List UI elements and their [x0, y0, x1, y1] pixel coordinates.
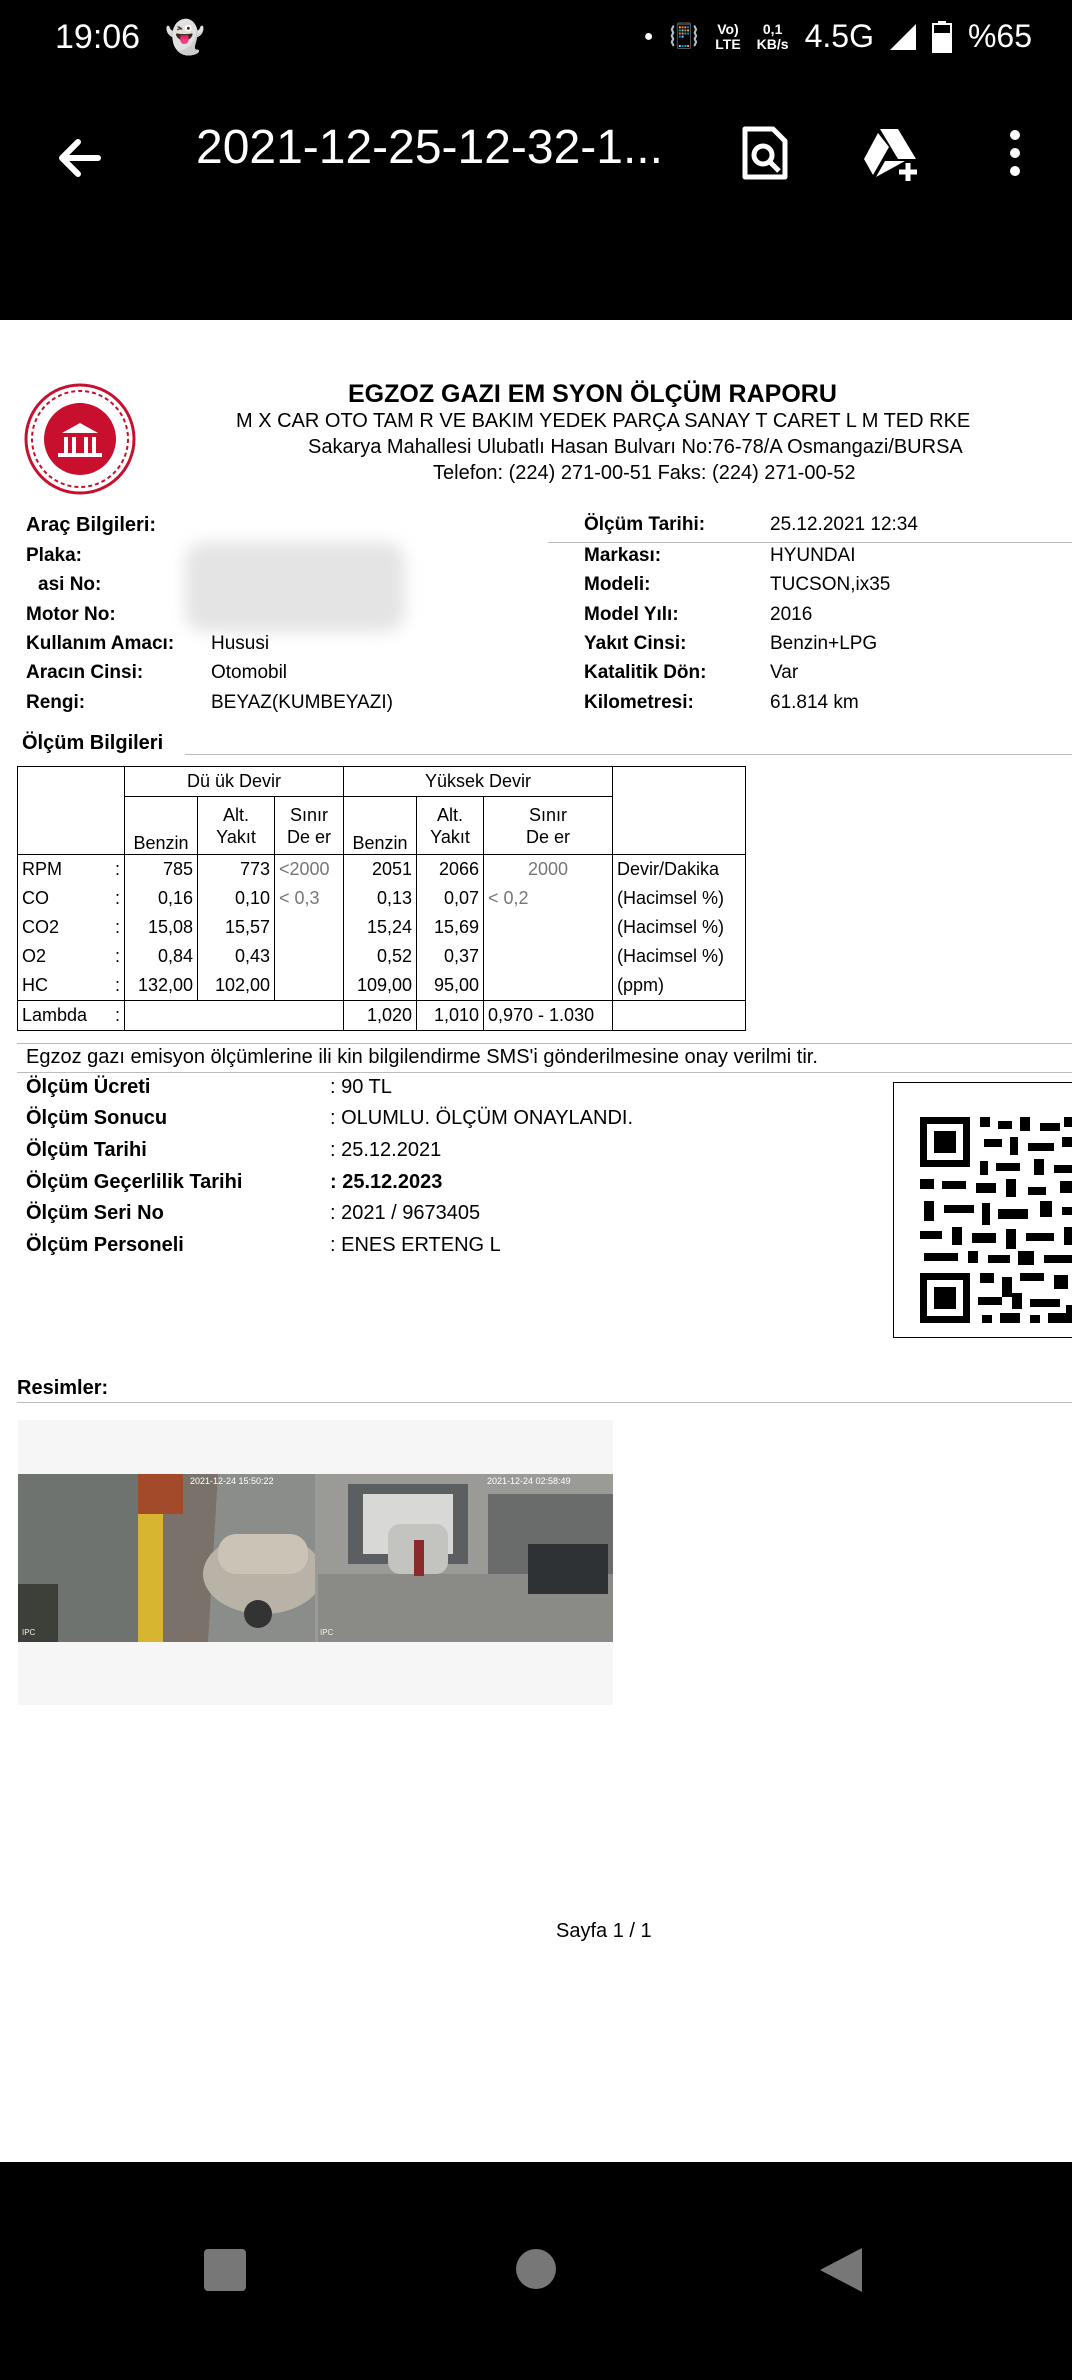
navigation-bar	[0, 2162, 1072, 2380]
fee-value: : 90 TL	[330, 1076, 392, 1098]
sms-note: Egzoz gazı emisyon ölçümlerine ili kin bilgilendirme SMS'i gönderilmesine onay verilmi tir.	[26, 1046, 818, 1068]
status-icons	[644, 18, 1032, 55]
search-document-icon[interactable]	[735, 123, 795, 183]
photo2-timestamp: 2021-12-24 02:58:49	[487, 1476, 571, 1486]
serial-value: : 2021 / 9673405	[330, 1202, 481, 1224]
back-button[interactable]	[818, 2246, 864, 2294]
measure-date-value: : 25.12.2021	[330, 1139, 442, 1161]
date-value: 25.12.2021 12:34	[770, 514, 918, 535]
company-phone: Telefon: (224) 271-00-51 Faks: (224) 271-00-52	[433, 462, 856, 484]
report-title: EGZOZ GAZI EM SYON ÖLÇÜM RAPORU	[348, 380, 837, 408]
status-time: 19:06	[55, 18, 141, 56]
type-value: Otomobil	[211, 662, 288, 683]
table-row: HC : 132,00 102,00 109,00 95,00 (ppm)	[18, 971, 746, 1001]
model-value: TUCSON,ix35	[770, 574, 891, 595]
dot-icon: ●	[643, 27, 654, 45]
date-label: Ölçüm Tarihi:	[584, 514, 706, 535]
result-value: : OLUMLU. ÖLÇÜM ONAYLANDI.	[330, 1107, 634, 1129]
battery-icon	[932, 21, 952, 53]
qr-code-frame	[893, 1082, 1072, 1338]
fuel-label: Yakıt Cinsi:	[584, 633, 687, 654]
app-bar	[0, 78, 1072, 318]
km-value: 61.814 km	[770, 692, 859, 713]
snapchat-icon: 👻	[165, 19, 205, 55]
validity-label: Ölçüm Geçerlilik Tarihi	[26, 1171, 243, 1193]
catalytic-value: Var	[770, 662, 799, 683]
recents-button[interactable]	[204, 2249, 246, 2291]
plate-label: Plaka:	[26, 545, 82, 566]
document-title: 2021-12-25-12-32-1...	[196, 121, 663, 174]
personnel-value: : ENES ERTENG L	[330, 1234, 501, 1256]
images-heading: Resimler:	[17, 1377, 109, 1399]
company-address: Sakarya Mahallesi Ulubatlı Hasan Bulvarı No:76-78/A Osmangazi/BURSA	[308, 436, 963, 458]
usage-label: Kullanım Amacı:	[26, 633, 175, 654]
color-label: Rengi:	[26, 692, 86, 713]
lambda-row: Lambda : 1,020 1,010 0,970 - 1.030	[18, 1001, 746, 1031]
page-number: Sayfa 1 / 1	[556, 1920, 652, 1942]
table-row: RPM : 785 773 <2000 2051 2066 2000 Devir/Dakika	[18, 855, 746, 885]
serial-label: Ölçüm Seri No	[26, 1202, 164, 1224]
model-label: Modeli:	[584, 574, 651, 595]
home-button[interactable]	[516, 2249, 556, 2289]
camera-photos	[18, 1474, 613, 1642]
redacted-area	[185, 542, 405, 632]
measure-heading: Ölçüm Bilgileri	[22, 732, 164, 754]
signal-icon	[890, 24, 916, 50]
catalytic-label: Katalitik Dön:	[584, 662, 707, 683]
drive-add-icon[interactable]	[862, 123, 922, 183]
km-label: Kilometresi:	[584, 692, 694, 713]
fuel-value: Benzin+LPG	[770, 633, 878, 654]
net-speed: 0,1 KB/s	[756, 20, 789, 52]
vibrate-icon: 📳	[669, 23, 700, 50]
photo1-tag: IPC	[22, 1628, 36, 1637]
pdf-page[interactable]	[0, 320, 1072, 2162]
qr-code	[894, 1083, 1072, 1337]
measure-date-label: Ölçüm Tarihi	[26, 1139, 147, 1161]
photo2-tag: IPC	[320, 1628, 334, 1637]
measurement-table: Dü ük Devir Yüksek Devir Benzin Alt. Yakıt Sınır De er Benzin Alt. Yakıt Sınır De er RPM : 785 773 <2000 2051 2066 2000 Devir/Dakika CO : 0,16 0,10 < 0,3 0,13 0,07 < 0,2 (Hacimsel %) CO2 : 15,08 15,57 15,24 15,69 (Hacimsel %) O2 : 0,84 0,43 0,52 0,37 (Hacimsel %) HC : 132,00 102,00 109,00 95,00 (ppm) Lambda : 1,020 1,010 0,970 - 1.030	[17, 766, 746, 1031]
status-bar	[0, 0, 1072, 78]
table-row: CO2 : 15,08 15,57 15,24 15,69 (Hacimsel %)	[18, 913, 746, 942]
ministry-seal-logo	[24, 383, 136, 495]
table-row: CO : 0,16 0,10 < 0,3 0,13 0,07 < 0,2 (Hacimsel %)	[18, 884, 746, 913]
fee-label: Ölçüm Ücreti	[26, 1076, 151, 1098]
chassis-label: asi No:	[38, 574, 102, 595]
year-label: Model Yılı:	[584, 604, 679, 625]
personnel-label: Ölçüm Personeli	[26, 1234, 184, 1256]
year-value: 2016	[770, 604, 813, 625]
battery-level: %65	[967, 18, 1032, 54]
photo1-timestamp: 2021-12-24 15:50:22	[190, 1476, 274, 1486]
brand-value: HYUNDAI	[770, 545, 856, 566]
more-options-icon[interactable]	[985, 123, 1045, 183]
engine-label: Motor No:	[26, 604, 116, 625]
usage-value: Hususi	[211, 633, 270, 654]
color-value: BEYAZ(KUMBEYAZI)	[211, 692, 393, 713]
back-arrow-icon[interactable]	[50, 128, 110, 188]
vehicle-heading: Araç Bilgileri:	[26, 514, 157, 536]
brand-label: Markası:	[584, 545, 662, 566]
network-type: 4.5G	[804, 18, 874, 54]
validity-value: : 25.12.2023	[330, 1171, 443, 1193]
type-label: Aracın Cinsi:	[26, 662, 144, 683]
table-row: O2 : 0,84 0,43 0,52 0,37 (Hacimsel %)	[18, 942, 746, 971]
volte-icon: Vo) LTE	[715, 20, 741, 52]
result-label: Ölçüm Sonucu	[26, 1107, 168, 1129]
company-name: M X CAR OTO TAM R VE BAKIM YEDEK PARÇA SANAY T CARET L M TED RKE	[236, 410, 971, 432]
